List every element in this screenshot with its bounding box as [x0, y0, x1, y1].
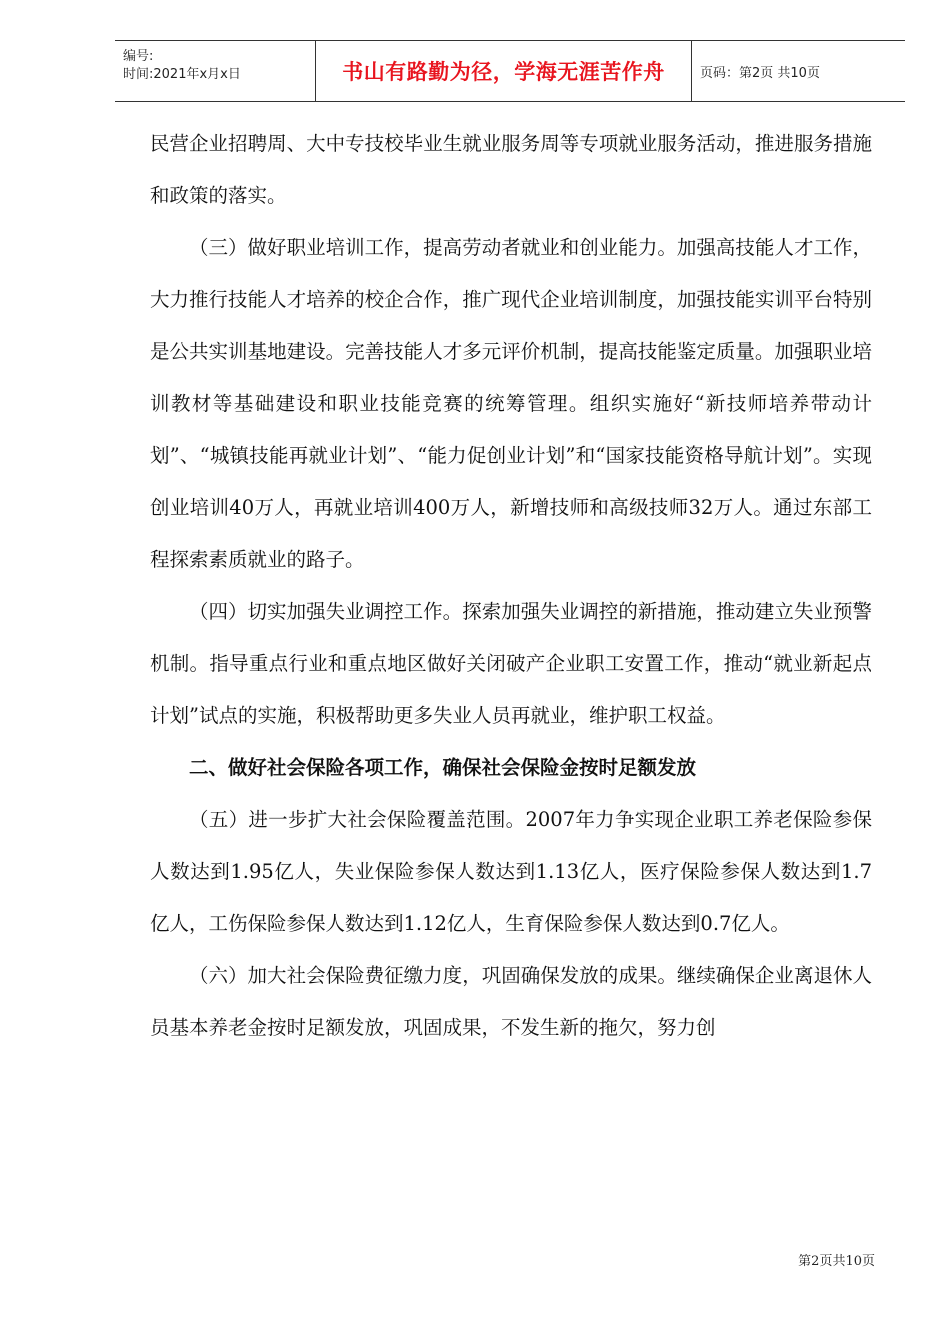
- paragraph-insurance-collection: （六）加大社会保险费征缴力度，巩固确保发放的成果。继续确保企业离退休人员基本养老金按时足额发放，巩固成果，不发生新的拖欠，努力创: [150, 964, 872, 1039]
- section-heading: 二、做好社会保险各项工作，确保社会保险金按时足额发放: [189, 756, 697, 779]
- page-header: [115, 40, 905, 102]
- header-motto: 书山有路勤为径，学海无涯苦作舟: [315, 41, 692, 101]
- paragraph-vocational-training: （三）做好职业培训工作，提高劳动者就业和创业能力。加强高技能人才工作，大力推行技能人才培养的校企合作，推广现代企业培训制度，加强技能实训平台特别是公共实训基地建设。完善技能人才多元评价机制，提高技能鉴定质量。加强职业培训教材等基础建设和职业技能竞赛的统筹管理。组织实施好“新技师培养带动计划”、“城镇技能再就业计划”、“能力促创业计划”和“国家技能资格导航计划”。实现创业培训40万人，再就业培训400万人，新增技师和高级技师32万人。通过东部工程探索素质就业的路子。: [150, 236, 872, 571]
- paragraph-insurance-coverage: （五）进一步扩大社会保险覆盖范围。2007年力争实现企业职工养老保险参保人数达到1.95亿人，失业保险参保人数达到1.13亿人，医疗保险参保人数达到1.7亿人，工伤保险参保人数达到1.12亿人，生育保险参保人数达到0.7亿人。: [150, 808, 872, 935]
- paragraph-unemployment-control: （四）切实加强失业调控工作。探索加强失业调控的新措施，推动建立失业预警机制。指导重点行业和重点地区做好关闭破产企业职工安置工作，推动“就业新起点计划”试点的实施，积极帮助更多失业人员再就业，维护职工权益。: [150, 600, 872, 727]
- header-meta: [115, 41, 315, 101]
- document-time-label: 时间:2021年x月x日: [123, 67, 241, 82]
- page-footer: 第2页共10页: [798, 1254, 875, 1269]
- document-number-label: 编号:: [123, 49, 154, 64]
- document-body: [150, 118, 872, 1054]
- header-page-info: 页码：第2页 共10页: [700, 65, 820, 81]
- paragraph-continuation: 民营企业招聘周、大中专技校毕业生就业服务周等专项就业服务活动，推进服务措施和政策的落实。: [150, 132, 872, 207]
